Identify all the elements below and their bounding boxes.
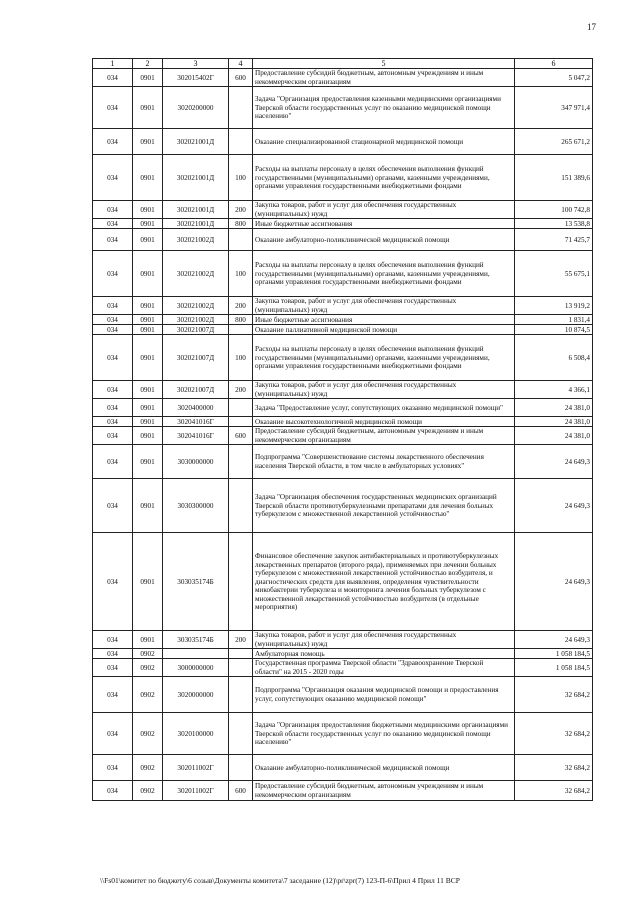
section-code-cell: 0901 (133, 297, 163, 315)
amount-cell: 4 366,1 (515, 381, 593, 399)
target-article-cell: 3020400000 (163, 399, 229, 417)
ministry-code-cell: 034 (93, 155, 133, 201)
table-row (93, 325, 593, 335)
ministry-code-cell: 034 (93, 427, 133, 445)
table-row (93, 479, 593, 533)
description-cell: Государственная программа Тверской области "Здравоохранение Тверской области" на 2015 - 2020 годы (253, 659, 515, 677)
section-code-cell: 0901 (133, 417, 163, 427)
description-cell: Закупка товаров, работ и услуг для обеспечения государственных (муниципальных) нужд (253, 631, 515, 649)
expense-type-cell: 100 (229, 335, 253, 381)
target-article-cell: 302021007Д (163, 335, 229, 381)
ministry-code-cell: 034 (93, 219, 133, 229)
ministry-code-cell: 034 (93, 69, 133, 87)
expense-type-cell (229, 659, 253, 677)
target-article-cell: 303035174Б (163, 631, 229, 649)
section-code-cell: 0901 (133, 69, 163, 87)
description-cell: Задача "Организация предоставления казенными медицинскими организациями Тверской области государственных услуг по оказанию медицинской помощи населению" (253, 87, 515, 129)
ministry-code-cell: 034 (93, 87, 133, 129)
section-code-cell: 0901 (133, 315, 163, 325)
ministry-code-cell: 034 (93, 251, 133, 297)
table-row (93, 781, 593, 801)
section-code-cell: 0901 (133, 445, 163, 479)
description-cell: Оказание амбулаторно-поликлинической медицинской помощи (253, 755, 515, 781)
table-body (93, 69, 593, 801)
section-code-cell: 0902 (133, 659, 163, 677)
amount-cell: 1 058 184,5 (515, 659, 593, 677)
target-article-cell: 302021001Д (163, 129, 229, 155)
section-code-cell: 0902 (133, 713, 163, 755)
description-cell: Предоставление субсидий бюджетным, автономным учреждениям и иным некоммерческим организациям (253, 69, 515, 87)
table-row (93, 87, 593, 129)
target-article-cell: 302041016Г (163, 427, 229, 445)
amount-cell: 13 919,2 (515, 297, 593, 315)
expense-type-cell (229, 87, 253, 129)
expense-type-cell (229, 649, 253, 659)
description-cell: Подпрограмма "Совершенствование системы лекарственного обеспечения населения Тверской области, в том числе в амбулаторных условиях" (253, 445, 515, 479)
table-row (93, 315, 593, 325)
amount-cell: 24 381,0 (515, 399, 593, 417)
section-code-cell: 0901 (133, 533, 163, 631)
table-row (93, 381, 593, 399)
amount-cell: 1 831,4 (515, 315, 593, 325)
expense-type-cell: 100 (229, 251, 253, 297)
description-cell: Финансовое обеспечение закупок антибактериальных и противотуберкулезных лекарственных препаратов (второго ряда), применяемых при лечении больных туберкулезом с множественной лекарственной устойчивостью возбудителя, и диагностических средств для выявления, определения чувствительности микобактерии туберкулеза и мониторинга лечения больных туберкулезом с множественной лекарственной устойчивостью возбудителя (в отдельные мероприятия) (253, 533, 515, 631)
section-code-cell: 0901 (133, 381, 163, 399)
description-cell: Амбулаторная помощь (253, 649, 515, 659)
ministry-code-cell: 034 (93, 325, 133, 335)
expense-type-cell (229, 677, 253, 713)
ministry-code-cell: 034 (93, 129, 133, 155)
ministry-code-cell: 034 (93, 677, 133, 713)
amount-cell: 24 649,3 (515, 631, 593, 649)
amount-cell: 5 047,2 (515, 69, 593, 87)
amount-cell: 10 874,5 (515, 325, 593, 335)
budget-table (92, 58, 593, 801)
section-code-cell: 0901 (133, 251, 163, 297)
expense-type-cell: 200 (229, 631, 253, 649)
table-header-row (93, 59, 593, 69)
target-article-cell: 302015402Г (163, 69, 229, 87)
target-article-cell: 302021007Д (163, 381, 229, 399)
description-cell: Оказание паллиативной медицинской помощи (253, 325, 515, 335)
target-article-cell: 3030300000 (163, 479, 229, 533)
section-code-cell: 0901 (133, 631, 163, 649)
target-article-cell: 302021001Д (163, 201, 229, 219)
section-code-cell: 0902 (133, 649, 163, 659)
section-code-cell: 0901 (133, 479, 163, 533)
amount-cell: 347 971,4 (515, 87, 593, 129)
description-cell: Закупка товаров, работ и услуг для обеспечения государственных (муниципальных) нужд (253, 381, 515, 399)
ministry-code-cell: 034 (93, 755, 133, 781)
table-row (93, 649, 593, 659)
description-cell: Задача "Организация обеспечения государственных медицинских организаций Тверской области противотуберкулезными препаратами для лечения больных туберкулезом с множественной лекарственной устойчивостью" (253, 479, 515, 533)
amount-cell: 6 508,4 (515, 335, 593, 381)
ministry-code-cell: 034 (93, 533, 133, 631)
description-cell: Подпрограмма "Организация оказания медицинской помощи и предоставления услуг, сопутствующих оказанию медицинской помощи" (253, 677, 515, 713)
description-cell: Задача "Организация предоставления бюджетными медицинскими организациями Тверской области государственных услуг по оказанию медицинской помощи населению" (253, 713, 515, 755)
ministry-code-cell: 034 (93, 631, 133, 649)
column-header: 4 (229, 59, 253, 69)
expense-type-cell (229, 399, 253, 417)
expense-type-cell (229, 325, 253, 335)
description-cell: Задача "Предоставление услуг, сопутствующих оказанию медицинской помощи" (253, 399, 515, 417)
target-article-cell: 302021002Д (163, 251, 229, 297)
table-row (93, 155, 593, 201)
description-cell: Оказание высокотехнологичной медицинской помощи (253, 417, 515, 427)
section-code-cell: 0901 (133, 155, 163, 201)
ministry-code-cell: 034 (93, 315, 133, 325)
ministry-code-cell: 034 (93, 381, 133, 399)
column-header: 1 (93, 59, 133, 69)
section-code-cell: 0901 (133, 335, 163, 381)
table-row (93, 219, 593, 229)
description-cell: Расходы на выплаты персоналу в целях обеспечения выполнения функций государственными (муниципальными) органами, казенными учреждениями, органами управления государственными внебюджетными фондами (253, 155, 515, 201)
amount-cell: 32 684,2 (515, 677, 593, 713)
amount-cell: 24 649,3 (515, 533, 593, 631)
file-path-footer: \\Fs01\комитет по бюджету\6 созыв\Документы комитета\7 заседание (12)\pr\zpr(7) 123-П-6\Прил 4 Прил 11 ВСР (100, 876, 460, 885)
target-article-cell: 303035174Б (163, 533, 229, 631)
section-code-cell: 0901 (133, 399, 163, 417)
description-cell: Закупка товаров, работ и услуг для обеспечения государственных (муниципальных) нужд (253, 201, 515, 219)
table-row (93, 417, 593, 427)
amount-cell: 32 684,2 (515, 713, 593, 755)
table-row (93, 399, 593, 417)
section-code-cell: 0901 (133, 325, 163, 335)
section-code-cell: 0901 (133, 87, 163, 129)
ministry-code-cell: 034 (93, 781, 133, 801)
table-row (93, 677, 593, 713)
target-article-cell: 3000000000 (163, 659, 229, 677)
description-cell: Оказание специализированной стационарной медицинской помощи (253, 129, 515, 155)
target-article-cell: 3020000000 (163, 677, 229, 713)
ministry-code-cell: 034 (93, 399, 133, 417)
table-row (93, 445, 593, 479)
ministry-code-cell: 034 (93, 659, 133, 677)
ministry-code-cell: 034 (93, 335, 133, 381)
amount-cell: 71 425,7 (515, 229, 593, 251)
target-article-cell: 302041016Г (163, 417, 229, 427)
target-article-cell: 302021001Д (163, 155, 229, 201)
target-article-cell (163, 649, 229, 659)
amount-cell: 55 675,1 (515, 251, 593, 297)
target-article-cell: 302021002Д (163, 297, 229, 315)
column-header: 6 (515, 59, 593, 69)
description-cell: Расходы на выплаты персоналу в целях обеспечения выполнения функций государственными (муниципальными) органами, казенными учреждениями, органами управления государственными внебюджетными фондами (253, 251, 515, 297)
target-article-cell: 3030000000 (163, 445, 229, 479)
ministry-code-cell: 034 (93, 649, 133, 659)
amount-cell: 24 649,3 (515, 479, 593, 533)
expense-type-cell (229, 713, 253, 755)
amount-cell: 24 381,0 (515, 417, 593, 427)
section-code-cell: 0901 (133, 201, 163, 219)
expense-type-cell (229, 479, 253, 533)
table-row (93, 533, 593, 631)
expense-type-cell: 600 (229, 781, 253, 801)
ministry-code-cell: 034 (93, 297, 133, 315)
target-article-cell: 3020200000 (163, 87, 229, 129)
column-header: 3 (163, 59, 229, 69)
table-row (93, 631, 593, 649)
description-cell: Иные бюджетные ассигнования (253, 219, 515, 229)
expense-type-cell: 600 (229, 69, 253, 87)
section-code-cell: 0901 (133, 427, 163, 445)
target-article-cell: 302021002Д (163, 315, 229, 325)
section-code-cell: 0902 (133, 677, 163, 713)
ministry-code-cell: 034 (93, 201, 133, 219)
expense-type-cell: 200 (229, 201, 253, 219)
table-row (93, 229, 593, 251)
ministry-code-cell: 034 (93, 479, 133, 533)
ministry-code-cell: 034 (93, 713, 133, 755)
expense-type-cell (229, 417, 253, 427)
table-row (93, 129, 593, 155)
column-header: 5 (253, 59, 515, 69)
target-article-cell: 302011002Г (163, 781, 229, 801)
description-cell: Расходы на выплаты персоналу в целях обеспечения выполнения функций государственными (муниципальными) органами, казенными учреждениями, органами управления государственными внебюджетными фондами (253, 335, 515, 381)
amount-cell: 32 684,2 (515, 755, 593, 781)
expense-type-cell: 800 (229, 315, 253, 325)
section-code-cell: 0902 (133, 781, 163, 801)
target-article-cell: 302021007Д (163, 325, 229, 335)
section-code-cell: 0901 (133, 229, 163, 251)
expense-type-cell (229, 533, 253, 631)
amount-cell: 24 381,0 (515, 427, 593, 445)
amount-cell: 100 742,8 (515, 201, 593, 219)
amount-cell: 32 684,2 (515, 781, 593, 801)
amount-cell: 13 538,8 (515, 219, 593, 229)
target-article-cell: 302011002Г (163, 755, 229, 781)
ministry-code-cell: 034 (93, 417, 133, 427)
description-cell: Оказание амбулаторно-поликлинической медицинской помощи (253, 229, 515, 251)
amount-cell: 24 649,3 (515, 445, 593, 479)
description-cell: Предоставление субсидий бюджетным, автономным учреждениям и иным некоммерческим организациям (253, 427, 515, 445)
section-code-cell: 0901 (133, 129, 163, 155)
ministry-code-cell: 034 (93, 445, 133, 479)
section-code-cell: 0902 (133, 755, 163, 781)
target-article-cell: 3020100000 (163, 713, 229, 755)
table-row (93, 755, 593, 781)
table-row (93, 427, 593, 445)
table-row (93, 201, 593, 219)
table-row (93, 69, 593, 87)
page-number: 17 (587, 22, 596, 32)
amount-cell: 1 058 184,5 (515, 649, 593, 659)
description-cell: Иные бюджетные ассигнования (253, 315, 515, 325)
target-article-cell: 302021002Д (163, 229, 229, 251)
section-code-cell: 0901 (133, 219, 163, 229)
table-row (93, 659, 593, 677)
table-row (93, 251, 593, 297)
table-row (93, 335, 593, 381)
expense-type-cell (229, 229, 253, 251)
expense-type-cell: 200 (229, 381, 253, 399)
expense-type-cell: 600 (229, 427, 253, 445)
description-cell: Закупка товаров, работ и услуг для обеспечения государственных (муниципальных) нужд (253, 297, 515, 315)
description-cell: Предоставление субсидий бюджетным, автономным учреждениям и иным некоммерческим организациям (253, 781, 515, 801)
expense-type-cell (229, 445, 253, 479)
expense-type-cell: 100 (229, 155, 253, 201)
table-row (93, 713, 593, 755)
ministry-code-cell: 034 (93, 229, 133, 251)
amount-cell: 265 671,2 (515, 129, 593, 155)
amount-cell: 151 389,6 (515, 155, 593, 201)
target-article-cell: 302021001Д (163, 219, 229, 229)
expense-type-cell (229, 129, 253, 155)
expense-type-cell: 200 (229, 297, 253, 315)
column-header: 2 (133, 59, 163, 69)
expense-type-cell (229, 755, 253, 781)
expense-type-cell: 800 (229, 219, 253, 229)
table-row (93, 297, 593, 315)
